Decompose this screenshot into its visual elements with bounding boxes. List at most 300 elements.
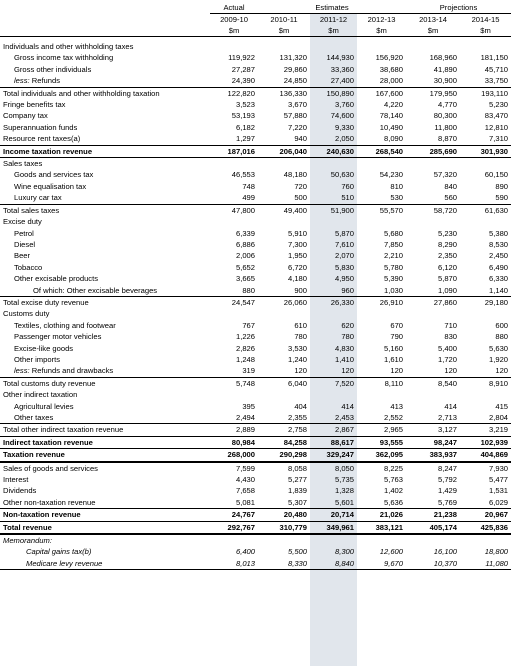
cell-value: 9,330 <box>334 122 354 132</box>
cell-value: 10,370 <box>406 558 460 570</box>
cell-value: 2,494 <box>210 412 258 424</box>
cell-value <box>210 216 258 227</box>
cell-value: 2,713 <box>406 412 460 424</box>
cell-value: 47,800 <box>231 205 255 215</box>
cell-value <box>406 389 460 400</box>
cell-value: 8,530 <box>489 239 509 249</box>
cell-value: 5,230 <box>489 100 509 110</box>
cell-value: 88,617 <box>310 436 357 448</box>
cell-value <box>357 41 406 52</box>
table-row-passenger-motor-vehicles <box>0 331 511 342</box>
table-row-non-taxation-revenue <box>0 509 511 521</box>
cell-value: 120 <box>406 365 460 377</box>
cell-value: 11,800 <box>434 122 458 132</box>
cell-value: 1,402 <box>384 486 404 496</box>
cell-value: 5,870 <box>438 274 458 284</box>
cell-value: 26,910 <box>379 297 404 307</box>
cell-value: 748 <box>242 181 255 191</box>
cell-value: 8,330 <box>258 558 310 570</box>
cell-value: 6,490 <box>489 262 509 272</box>
cell-value: 1,410 <box>334 354 354 364</box>
cell-value: 414 <box>341 401 354 411</box>
table-row-textiles-clothing-and-footwear <box>0 320 511 331</box>
table-row-total-individuals-and-other-withholding-taxation <box>0 87 511 99</box>
row-label: Superannuation funds <box>3 122 78 132</box>
cell-value: 41,890 <box>433 64 458 74</box>
cell-value: 150,890 <box>326 88 354 98</box>
table-row-total-other-indirect-taxation-revenue <box>0 424 511 436</box>
cell-value: 600 <box>495 320 509 330</box>
row-label: Taxation revenue <box>0 449 210 462</box>
cell-value: 2,804 <box>460 412 511 424</box>
cell-value: 1,090 <box>406 285 460 297</box>
table-row-superannuation-funds <box>0 122 511 133</box>
cell-value: 136,330 <box>279 88 307 98</box>
row-label: Medicare levy revenue <box>0 558 210 570</box>
cell-value: 8,247 <box>438 463 458 473</box>
cell-value <box>210 534 258 546</box>
table-row-capital-gains-tax <box>0 546 511 557</box>
cell-value: 8,870 <box>406 133 460 145</box>
cell-value <box>310 216 357 227</box>
cell-value: 28,000 <box>357 75 406 87</box>
cell-value <box>460 308 511 319</box>
table-row-fringe-benefits-tax <box>0 99 511 110</box>
table-row-total-revenue <box>0 521 511 534</box>
cell-value: 1,226 <box>235 332 255 342</box>
cell-value: 57,320 <box>433 170 458 180</box>
row-label: Agricultural levies <box>14 401 74 411</box>
revenue-table <box>0 2 511 570</box>
row-label: Total sales taxes <box>3 205 60 215</box>
cell-value <box>460 216 511 227</box>
cell-value: 8,058 <box>287 463 307 473</box>
cell-value: 760 <box>341 181 354 191</box>
unit-label: $m <box>406 25 460 37</box>
row-label: Luxury car tax <box>0 192 210 204</box>
cell-value: 21,026 <box>357 509 406 521</box>
cell-value: 21,238 <box>406 509 460 521</box>
cell-value: 84,258 <box>258 436 310 448</box>
cell-value <box>258 308 310 319</box>
cell-value <box>258 389 310 400</box>
cell-value: 98,247 <box>406 436 460 448</box>
table-row-excise-duty <box>0 216 511 227</box>
cell-value: 5,230 <box>438 228 458 238</box>
table-row-less-refunds-and-drawbacks <box>0 365 511 377</box>
cell-value: 1,240 <box>287 354 307 364</box>
cell-value: 55,570 <box>379 205 404 215</box>
cell-value: 131,320 <box>279 53 307 63</box>
less-prefix: less: <box>14 76 30 86</box>
row-label: Excise duty <box>3 217 42 227</box>
cell-value: 2,826 <box>235 343 255 353</box>
cell-value: 80,984 <box>210 436 258 448</box>
table-row-company-tax <box>0 110 511 121</box>
header-group-row <box>0 2 511 14</box>
cell-value: 3,665 <box>235 274 255 284</box>
cell-value: 5,500 <box>287 547 307 557</box>
cell-value: 2,006 <box>235 251 255 261</box>
cell-value: 24,547 <box>231 297 255 307</box>
cell-value: 5,390 <box>384 274 404 284</box>
table-row-total-sales-taxes <box>0 204 511 216</box>
row-label: Tobacco <box>14 262 43 272</box>
cell-value: 12,810 <box>484 122 509 132</box>
cell-value: 5,477 <box>489 475 509 485</box>
cell-value: 7,658 <box>235 486 255 496</box>
cell-value: 168,960 <box>429 53 458 63</box>
cell-value: 60,150 <box>484 170 509 180</box>
unit-label: $m <box>210 25 258 37</box>
table-row-taxation-revenue <box>0 449 511 462</box>
table-row-other-imports <box>0 354 511 365</box>
cell-value <box>258 158 310 170</box>
cell-value: 349,961 <box>310 521 357 534</box>
cell-value: 38,680 <box>379 64 404 74</box>
cell-value: 29,180 <box>484 297 509 307</box>
cell-value: 510 <box>310 192 357 204</box>
cell-value: 2,355 <box>258 412 310 424</box>
cell-value: 2,450 <box>489 251 509 261</box>
cell-value: 26,060 <box>283 297 307 307</box>
cell-value: 6,330 <box>489 274 509 284</box>
cell-value: 301,930 <box>460 145 511 157</box>
row-label: Textiles, clothing and footwear <box>14 320 116 330</box>
table-row-of-which-other-excisable-beverages <box>0 285 511 297</box>
cell-value: 5,830 <box>334 262 354 272</box>
cell-value: 5,081 <box>210 497 258 509</box>
cell-value: 810 <box>390 181 404 191</box>
cell-value: 6,182 <box>235 122 255 132</box>
cell-value: 46,553 <box>231 170 255 180</box>
cell-value: 54,230 <box>379 170 404 180</box>
cell-value: 7,930 <box>489 463 509 473</box>
row-label: Excise-like goods <box>14 343 74 353</box>
cell-value: 3,523 <box>235 100 255 110</box>
table-row-agricultural-levies <box>0 401 511 412</box>
table-row-individuals-and-other-withholding-taxes <box>0 41 511 52</box>
cell-value: 620 <box>341 320 354 330</box>
cell-value: 530 <box>357 192 406 204</box>
table-row-excise-like-goods <box>0 343 511 354</box>
cell-value: 720 <box>294 181 307 191</box>
row-label: Interest <box>3 475 29 485</box>
cell-value <box>406 41 460 52</box>
year-2009-10: 2009-10 <box>220 15 248 24</box>
cell-value: 167,600 <box>375 88 404 98</box>
unit-label: $m <box>310 25 357 37</box>
cell-value: 383,937 <box>406 449 460 462</box>
cell-value <box>210 158 258 170</box>
table-row-less-refunds <box>0 75 511 87</box>
cell-value: 2,453 <box>310 412 357 424</box>
cell-value: 4,770 <box>438 100 458 110</box>
cell-value: 5,160 <box>384 343 404 353</box>
cell-value <box>406 308 460 319</box>
cell-value: 1,531 <box>489 486 509 496</box>
row-label: less: Refunds and drawbacks <box>0 365 210 377</box>
cell-value: 1,720 <box>438 354 458 364</box>
cell-value: 6,029 <box>460 497 511 509</box>
cell-value: 1,610 <box>384 354 404 364</box>
cell-value: 1,328 <box>334 486 354 496</box>
year-2010-11: 2010-11 <box>270 15 298 24</box>
cell-value: 6,120 <box>438 262 458 272</box>
cell-value <box>357 534 406 546</box>
cell-value: 329,247 <box>310 449 357 462</box>
table-row-other-non-taxation-revenue <box>0 497 511 509</box>
cell-value: 7,520 <box>334 378 354 388</box>
cell-value: 5,748 <box>235 378 255 388</box>
row-label: Other indirect taxation <box>3 390 78 400</box>
cell-value <box>406 534 460 546</box>
cell-value: 6,886 <box>235 239 255 249</box>
cell-value <box>460 534 511 546</box>
cell-value: 58,720 <box>433 205 458 215</box>
cell-value: 240,630 <box>310 145 357 157</box>
row-label: Gross other individuals <box>14 64 92 74</box>
table-row-medicare-levy-revenue <box>0 558 511 570</box>
cell-value: 2,867 <box>334 425 354 435</box>
cell-value: 5,680 <box>384 228 404 238</box>
cell-value: 5,636 <box>357 497 406 509</box>
cell-value: 18,800 <box>484 547 509 557</box>
cell-value: 27,287 <box>231 64 255 74</box>
cell-value: 425,836 <box>460 521 511 534</box>
unit-label: $m <box>357 25 406 37</box>
cell-value: 5,870 <box>334 228 354 238</box>
cell-value: 383,121 <box>357 521 406 534</box>
cell-value: 780 <box>294 332 307 342</box>
row-label: Beer <box>14 251 31 261</box>
cell-value: 1,920 <box>489 354 509 364</box>
header-actual: Actual <box>210 2 258 14</box>
cell-value: 7,850 <box>384 239 404 249</box>
cell-value: 120 <box>357 365 406 377</box>
row-label: Dividends <box>3 486 37 496</box>
table-row-income-taxation-revenue <box>0 145 511 157</box>
cell-value: 5,400 <box>438 343 458 353</box>
revenue-rows <box>0 41 511 570</box>
cell-value: 1,248 <box>235 354 255 364</box>
header-years-row <box>0 14 511 26</box>
cell-value: 12,600 <box>379 547 404 557</box>
year-2011-12: 2011-12 <box>319 15 348 24</box>
cell-value: 2,552 <box>357 412 406 424</box>
cell-value: 8,110 <box>384 378 404 388</box>
cell-value: 181,150 <box>480 53 509 63</box>
cell-value <box>357 308 406 319</box>
row-label: Petrol <box>14 228 34 238</box>
cell-value: 1,140 <box>460 285 511 297</box>
less-prefix: less: <box>14 366 30 376</box>
cell-value: 33,750 <box>460 75 511 87</box>
cell-value: 900 <box>258 285 310 297</box>
cell-value: 179,950 <box>429 88 458 98</box>
cell-value: 78,140 <box>379 111 404 121</box>
cell-value <box>258 534 310 546</box>
table-row-other-indirect-taxation <box>0 389 511 400</box>
table-row-gross-income-tax-withholding <box>0 52 511 63</box>
cell-value: 5,763 <box>384 475 404 485</box>
row-label: Other imports <box>14 354 60 364</box>
cell-value: 119,922 <box>228 53 255 63</box>
cell-value: 4,220 <box>384 100 404 110</box>
cell-value: 880 <box>495 332 509 342</box>
cell-value <box>357 216 406 227</box>
row-label: Non-taxation revenue <box>0 509 210 521</box>
cell-value: 395 <box>242 401 255 411</box>
cell-value: 880 <box>210 285 258 297</box>
cell-value: 413 <box>390 401 404 411</box>
row-label: Other taxes <box>0 412 210 424</box>
row-label: Total individuals and other withholding taxation <box>3 88 160 98</box>
cell-value: 285,690 <box>406 145 460 157</box>
cell-value: 30,900 <box>406 75 460 87</box>
cell-value: 8,910 <box>489 378 509 388</box>
cell-value: 4,950 <box>334 274 354 284</box>
cell-value: 156,920 <box>375 53 404 63</box>
table-row-other-excisable-products <box>0 273 511 284</box>
cell-value <box>460 158 511 170</box>
cell-value: 268,000 <box>210 449 258 462</box>
cell-value: 499 <box>210 192 258 204</box>
cell-value: 2,050 <box>310 133 357 145</box>
cell-value: 53,193 <box>231 111 255 121</box>
cell-value: 20,714 <box>310 509 357 521</box>
table-row-total-excise-duty-revenue <box>0 296 511 308</box>
row-label: Of which: Other excisable beverages <box>0 285 210 297</box>
cell-value <box>357 389 406 400</box>
cell-value: 80,300 <box>433 111 458 121</box>
cell-value: 5,780 <box>384 262 404 272</box>
cell-value: 415 <box>495 401 509 411</box>
cell-value: 5,769 <box>406 497 460 509</box>
cell-value: 1,839 <box>287 486 307 496</box>
cell-value: 7,599 <box>235 463 255 473</box>
cell-value: 2,210 <box>384 251 404 261</box>
cell-value: 960 <box>310 285 357 297</box>
cell-value: 11,080 <box>460 558 511 570</box>
cell-value: 3,127 <box>438 425 458 435</box>
cell-value: 7,220 <box>287 122 307 132</box>
cell-value <box>310 308 357 319</box>
cell-value: 840 <box>444 181 458 191</box>
cell-value: 4,830 <box>334 343 354 353</box>
cell-value <box>210 389 258 400</box>
table-row-gross-other-individuals <box>0 64 511 75</box>
cell-value: 61,630 <box>484 205 509 215</box>
header-projections: Projections <box>406 2 511 14</box>
cell-value: 48,180 <box>283 170 307 180</box>
cell-value: 120 <box>258 365 310 377</box>
year-2014-15: 2014-15 <box>471 15 500 24</box>
cell-value: 8,050 <box>334 463 354 473</box>
row-label: Memorandum: <box>3 536 52 546</box>
cell-value: 830 <box>444 332 458 342</box>
cell-value: 8,013 <box>210 558 258 570</box>
cell-value: 2,965 <box>384 425 404 435</box>
row-label: Other non-taxation revenue <box>0 497 210 509</box>
cell-value: 33,360 <box>330 64 354 74</box>
table-row-indirect-taxation-revenue <box>0 436 511 448</box>
row-label: Wine equalisation tax <box>14 181 87 191</box>
cell-value: 8,225 <box>384 463 404 473</box>
cell-value: 290,298 <box>258 449 310 462</box>
row-label: Total excise duty revenue <box>3 297 89 307</box>
cell-value: 7,310 <box>460 133 511 145</box>
cell-value: 83,470 <box>484 111 509 121</box>
cell-value: 45,710 <box>484 64 509 74</box>
cell-value <box>406 216 460 227</box>
row-label: less: Refunds <box>0 75 210 87</box>
cell-value: 7,300 <box>287 239 307 249</box>
cell-value <box>210 41 258 52</box>
table-row-tobacco <box>0 262 511 273</box>
cell-value: 144,930 <box>326 53 354 63</box>
header-estimates: Estimates <box>258 2 406 14</box>
cell-value: 193,110 <box>481 88 509 98</box>
table-row-sales-of-goods-and-services <box>0 462 511 474</box>
cell-value: 414 <box>444 401 458 411</box>
cell-value: 1,429 <box>438 486 458 496</box>
cell-value: 93,555 <box>357 436 406 448</box>
header-blank <box>0 2 210 14</box>
cell-value: 2,889 <box>235 425 255 435</box>
unit-label: $m <box>258 25 310 37</box>
cell-value: 5,380 <box>489 228 509 238</box>
row-label: Other excisable products <box>14 274 98 284</box>
cell-value <box>460 41 511 52</box>
table-row-beer <box>0 250 511 261</box>
cell-value: 29,860 <box>283 64 307 74</box>
cell-value: 710 <box>444 320 458 330</box>
cell-value: 319 <box>210 365 258 377</box>
cell-value: 1,950 <box>287 251 307 261</box>
cell-value: 2,350 <box>438 251 458 261</box>
table-row-sales-taxes <box>0 158 511 170</box>
cell-value: 7,610 <box>334 239 354 249</box>
cell-value <box>357 158 406 170</box>
cell-value: 206,040 <box>258 145 310 157</box>
cell-value: 187,016 <box>210 145 258 157</box>
cell-value <box>406 158 460 170</box>
cell-value: 890 <box>495 181 509 191</box>
row-label: Fringe benefits tax <box>3 100 66 110</box>
cell-value: 780 <box>341 332 354 342</box>
unit-label: $m <box>460 25 511 37</box>
cell-value: 20,967 <box>460 509 511 521</box>
table-row-dividends <box>0 485 511 496</box>
cell-value: 24,390 <box>210 75 258 87</box>
table-row-petrol <box>0 228 511 239</box>
cell-value: 404,869 <box>460 449 511 462</box>
row-label: Diesel <box>14 239 36 249</box>
cell-value: 590 <box>460 192 511 204</box>
header-units-row <box>0 25 511 37</box>
table-row-other-taxes <box>0 412 511 424</box>
cell-value: 3,219 <box>489 425 509 435</box>
cell-value: 2,070 <box>334 251 354 261</box>
row-label: Individuals and other withholding taxes <box>3 42 134 51</box>
row-label: Passenger motor vehicles <box>14 332 102 342</box>
cell-value: 790 <box>390 332 404 342</box>
cell-value: 3,530 <box>287 343 307 353</box>
cell-value: 24,850 <box>258 75 310 87</box>
table-row-total-customs-duty-revenue <box>0 377 511 389</box>
row-label: Capital gains tax(b) <box>26 547 92 557</box>
